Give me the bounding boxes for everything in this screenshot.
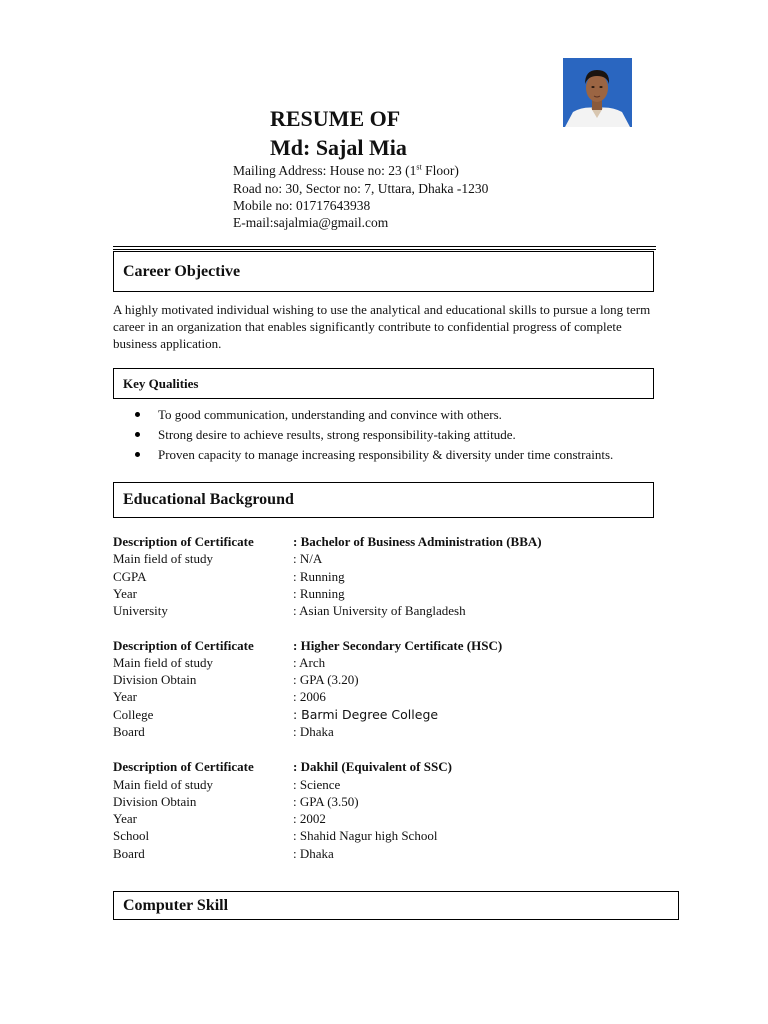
section-educational-background [113, 482, 654, 518]
career-objective-text: A highly motivated individual wishing to use the analytical and educational skills to pursue a long term career in an organization that enables significantly contribute to confidential progress of complete business application. [113, 302, 651, 351]
mobile-number: Mobile no: 01717643938 [233, 198, 371, 213]
person-portrait-icon [563, 58, 632, 127]
bullet-icon [135, 412, 140, 417]
section-computer-skill [113, 891, 679, 920]
section-heading: Computer Skill [123, 896, 229, 914]
list-item: Proven capacity to manage increasing responsibility & diversity under time constraints. [113, 446, 658, 463]
key-qualities-list [113, 406, 658, 466]
list-item: Strong desire to achieve results, strong responsibility-taking attitude. [113, 426, 658, 443]
divider-line [113, 249, 656, 250]
profile-photo [563, 58, 632, 127]
email-address: E-mail:sajalmia@gmail.com [233, 215, 389, 230]
resume-title: RESUME OF [270, 106, 401, 131]
section-heading: Educational Background [123, 491, 294, 508]
mailing-address: Mailing Address: House no: 23 (1st Floor) [233, 162, 459, 178]
bullet-icon [135, 452, 140, 457]
section-career-objective [113, 251, 654, 292]
section-heading: Career Objective [123, 262, 241, 280]
bullet-icon [135, 432, 140, 437]
divider-line [113, 246, 656, 247]
candidate-name: Md: Sajal Mia [270, 135, 407, 160]
list-item: To good communication, understanding and convince with others. [113, 406, 658, 423]
section-key-qualities [113, 368, 654, 399]
road-address: Road no: 30, Sector no: 7, Uttara, Dhaka -1230 [233, 181, 489, 196]
section-heading: Key Qualities [123, 375, 199, 391]
